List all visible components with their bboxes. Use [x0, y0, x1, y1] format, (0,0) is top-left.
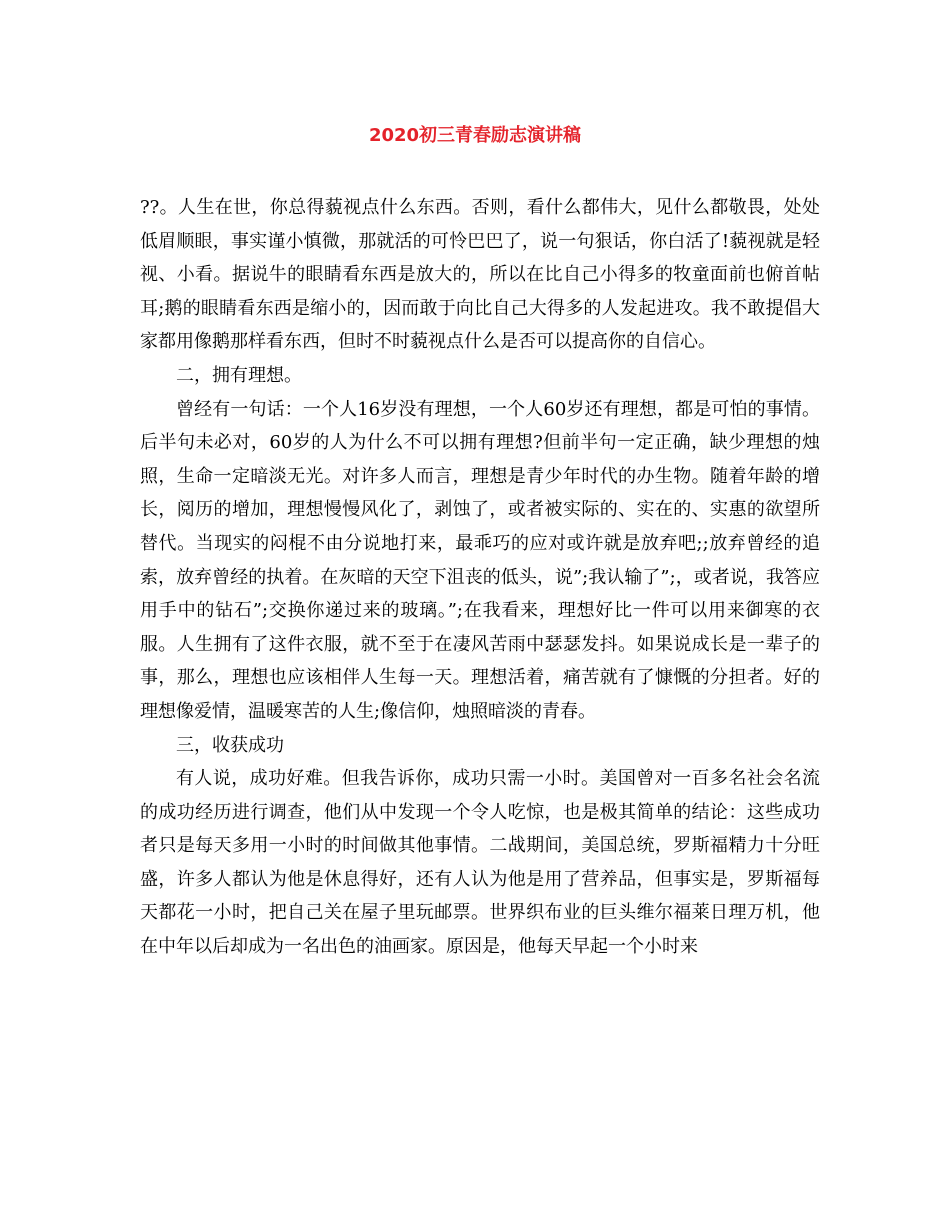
- section-heading-ideal: 二，拥有理想。: [176, 364, 302, 386]
- section-heading-success: 三，收获成功: [176, 734, 284, 756]
- document-body: [140, 191, 820, 964]
- paragraph-intro: ??。人生在世，你总得藐视点什么东西。否则，看什么都伟大，见什么都敬畏，处处低眉顺眼，事实谨小慎微，那就活的可怜巴巴了，说一句狠话，你白活了!藐视就是轻视、小看。据说牛的眼睛看东西是放大的，所以在比自己小得多的牧童面前也俯首帖耳;鹅的眼睛看东西是缩小的，因而敢于向比自己大得多的人发起进攻。我不敢提倡大家都用像鹅那样看东西，但时不时藐视点什么是否可以提高你的自信心。: [140, 197, 820, 353]
- paragraph-success: 有人说，成功好难。但我告诉你，成功只需一小时。美国曾对一百多名社会名流的成功经历进行调查，他们从中发现一个令人吃惊，也是极其简单的结论：这些成功者只是每天多用一小时的时间做其他事情。二战期间，美国总统，罗斯福精力十分旺盛，许多人都认为他是休息得好，还有人认为他是用了营养品，但事实是，罗斯福每天都花一小时，把自己关在屋子里玩邮票。世界织布业的巨头维尔福莱日理万机，他在中年以后却成为一名出色的油画家。原因是，他每天早起一个小时来: [140, 768, 820, 958]
- paragraph-ideal: 曾经有一句话：一个人16岁没有理想，一个人60岁还有理想，都是可怕的事情。后半句未必对，60岁的人为什么不可以拥有理想?但前半句一定正确，缺少理想的烛照，生命一定暗淡无光。对许多人而言，理想是青少年时代的办生物。随着年龄的增长，阅历的增加，理想慢慢风化了，剥蚀了，或者被实际的、实在的、实惠的欲望所替代。当现实的闷棍不由分说地打来，最乖巧的应对或许就是放弃吧;;放弃曾经的追索，放弃曾经的执着。在灰暗的天空下沮丧的低头，说”;我认输了”;，或者说，我答应用手中的钻石”;交换你递过来的玻璃。”;在我看来，理想好比一件可以用来御寒的衣服。人生拥有了这件衣服，就不至于在凄风苦雨中瑟瑟发抖。如果说成长是一辈子的事，那么，理想也应该相伴人生每一天。理想活着，痛苦就有了慷慨的分担者。好的理想像爱情，温暖寒苦的人生;像信仰，烛照暗淡的青春。: [140, 398, 820, 722]
- document-title: 2020初三青春励志演讲稿: [368, 125, 582, 146]
